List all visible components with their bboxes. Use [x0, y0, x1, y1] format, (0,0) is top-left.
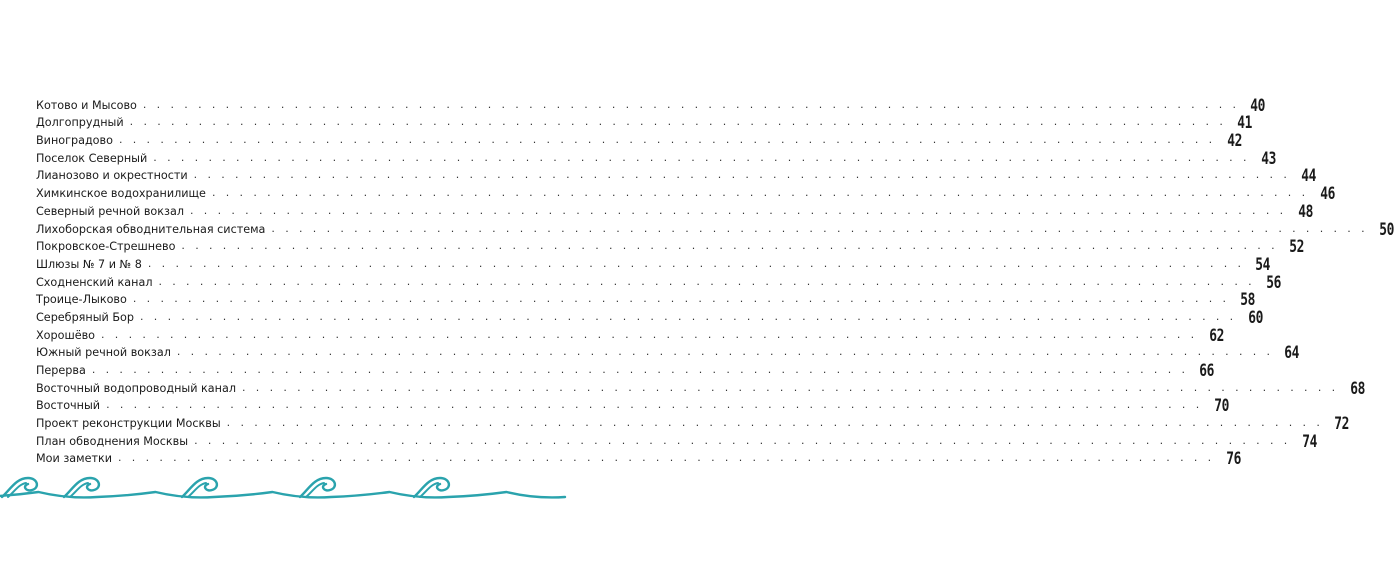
toc-entry [36, 219, 1394, 239]
wave-border-icon [0, 470, 470, 510]
toc-entry-page-number: 40 [1250, 95, 1266, 115]
toc-entry [36, 396, 1229, 416]
toc-entry-title: Восточный водопроводный канал [36, 381, 236, 395]
toc-dot-leader: . . . . . . . . . . . . . . . . . . . . . . . . . . . . . . . . . . . . . . . . . . . . . . . . . . . . . . . . . . . . . . . . . . . . . . . . . . . . . . . . [118, 451, 1215, 465]
toc-dot-leader: . . . . . . . . . . . . . . . . . . . . . . . . . . . . . . . . . . . . . . . . . . . . . . . . . . . . . . . . . . . . . . . . . . . . . . . . . . . . . . . . [181, 239, 1278, 253]
toc-entry-title: Поселок Северный [36, 151, 148, 165]
toc-entry [36, 113, 1253, 133]
toc-entry [36, 290, 1256, 310]
toc-entry [36, 184, 1335, 204]
toc-entry [36, 325, 1224, 345]
toc-dot-leader: . . . . . . . . . . . . . . . . . . . . . . . . . . . . . . . . . . . . . . . . . . . . . . . . . . . . . . . . . . . . . . . . . . . . . . . . . . . . . . . . [147, 256, 1245, 270]
toc-entry-title: Перерва [36, 364, 86, 377]
toc-dot-leader: . . . . . . . . . . . . . . . . . . . . . . . . . . . . . . . . . . . . . . . . . . . . . . . . . . . . . . . . . . . . . . . . . . . . . . . . . . . . . . . . [140, 309, 1237, 323]
toc-dot-leader: . . . . . . . . . . . . . . . . . . . . . . . . . . . . . . . . . . . . . . . . . . . . . . . . . . . . . . . . . . . . . . . . . . . . . . . . . . . . . . . . [106, 398, 1203, 412]
toc-dot-leader: . . . . . . . . . . . . . . . . . . . . . . . . . . . . . . . . . . . . . . . . . . . . . . . . . . . . . . . . . . . . . . . . . . . . . . . . . . . . . . . . [142, 97, 1240, 111]
toc-entry-title: Мои заметки [36, 452, 112, 466]
toc-dot-leader: . . . . . . . . . . . . . . . . . . . . . . . . . . . . . . . . . . . . . . . . . . . . . . . . . . . . . . . . . . . . . . . . . . . . . . . . . . . . . . . . [132, 292, 1230, 306]
toc-dot-leader: . . . . . . . . . . . . . . . . . . . . . . . . . . . . . . . . . . . . . . . . . . . . . . . . . . . . . . . . . . . . . . . . . . . . . . . . . . . . . . . . [129, 115, 1227, 129]
toc-dot-leader: . . . . . . . . . . . . . . . . . . . . . . . . . . . . . . . . . . . . . . . . . . . . . . . . . . . . . . . . . . . . . . . . . . . . . . . . . . . . . . . . [101, 327, 1198, 341]
toc-entry [36, 449, 1241, 469]
toc-entry [36, 254, 1271, 274]
toc-entry-title: Сходненский канал [36, 275, 153, 289]
toc-entry-title: Шлюзы № 7 и № 8 [36, 257, 142, 271]
toc-dot-leader: . . . . . . . . . . . . . . . . . . . . . . . . . . . . . . . . . . . . . . . . . . . . . . . . . . . . . . . . . . . . . . . . . . . . . . . . . . . . . . . . [194, 433, 1291, 447]
toc-entry [36, 131, 1242, 151]
toc-entry-page-number: 60 [1247, 307, 1263, 327]
toc-entry-title: Проект реконструкции Москвы [36, 417, 221, 431]
toc-dot-leader: . . . . . . . . . . . . . . . . . . . . . . . . . . . . . . . . . . . . . . . . . . . . . . . . . . . . . . . . . . . . . . . . . . . . . . . . . . . . . . . . [226, 416, 1324, 430]
toc-entry [36, 431, 1317, 451]
toc-entry-page-number: 52 [1289, 237, 1304, 257]
toc-entry-page-number: 56 [1266, 272, 1282, 292]
toc-entry [36, 272, 1282, 292]
table-of-contents [36, 95, 1394, 469]
toc-entry-title: Хорошёво [36, 328, 96, 342]
toc-entry-title: Котово и Мысово [36, 98, 137, 112]
toc-dot-leader: . . . . . . . . . . . . . . . . . . . . . . . . . . . . . . . . . . . . . . . . . . . . . . . . . . . . . . . . . . . . . . . . . . . . . . . . . . . . . . . . [193, 168, 1291, 182]
toc-entry-page-number: 68 [1349, 378, 1365, 398]
toc-dot-leader: . . . . . . . . . . . . . . . . . . . . . . . . . . . . . . . . . . . . . . . . . . . . . . . . . . . . . . . . . . . . . . . . . . . . . . . . . . . . . . . . [271, 221, 1368, 235]
toc-entry-page-number: 41 [1237, 113, 1253, 133]
toc-entry-page-number: 42 [1226, 131, 1242, 151]
toc-entry-page-number: 70 [1213, 396, 1229, 416]
toc-entry [36, 343, 1300, 363]
toc-entry-page-number: 54 [1255, 254, 1271, 274]
toc-dot-leader: . . . . . . . . . . . . . . . . . . . . . . . . . . . . . . . . . . . . . . . . . . . . . . . . . . . . . . . . . . . . . . . . . . . . . . . . . . . . . . . . [91, 363, 1189, 376]
toc-entry-page-number: 44 [1301, 166, 1317, 186]
toc-entry-page-number: 50 [1379, 219, 1394, 239]
toc-entry [36, 414, 1350, 434]
toc-entry-page-number: 62 [1208, 325, 1224, 345]
toc-entry-page-number: 76 [1225, 449, 1241, 469]
toc-entry-page-number: 72 [1334, 414, 1350, 434]
toc-entry-title: Химкинское водохранилище [36, 187, 206, 201]
toc-entry-page-number: 48 [1297, 201, 1313, 221]
toc-dot-leader: . . . . . . . . . . . . . . . . . . . . . . . . . . . . . . . . . . . . . . . . . . . . . . . . . . . . . . . . . . . . . . . . . . . . . . . . . . . . . . . . [241, 380, 1339, 394]
toc-dot-leader: . . . . . . . . . . . . . . . . . . . . . . . . . . . . . . . . . . . . . . . . . . . . . . . . . . . . . . . . . . . . . . . . . . . . . . . . . . . . . . . . [211, 186, 1309, 200]
toc-dot-leader: . . . . . . . . . . . . . . . . . . . . . . . . . . . . . . . . . . . . . . . . . . . . . . . . . . . . . . . . . . . . . . . . . . . . . . . . . . . . . . . . [176, 345, 1274, 359]
toc-entry [36, 307, 1263, 327]
toc-entry [36, 237, 1304, 257]
toc-dot-leader: . . . . . . . . . . . . . . . . . . . . . . . . . . . . . . . . . . . . . . . . . . . . . . . . . . . . . . . . . . . . . . . . . . . . . . . . . . . . . . . . [118, 133, 1216, 147]
toc-entry-title: Троице-Лыково [36, 293, 127, 307]
toc-entry [36, 95, 1266, 115]
toc-dot-leader: . . . . . . . . . . . . . . . . . . . . . . . . . . . . . . . . . . . . . . . . . . . . . . . . . . . . . . . . . . . . . . . . . . . . . . . . . . . . . . . . [153, 150, 1250, 164]
toc-entry-title: Серебряный Бор [36, 310, 135, 324]
toc-entry-title: Лианозово и окрестности [36, 169, 188, 183]
toc-entry-title: Восточный [36, 399, 101, 413]
toc-entry-title: Южный речной вокзал [36, 346, 171, 360]
toc-dot-leader: . . . . . . . . . . . . . . . . . . . . . . . . . . . . . . . . . . . . . . . . . . . . . . . . . . . . . . . . . . . . . . . . . . . . . . . . . . . . . . . . [158, 274, 1256, 288]
toc-entry-page-number: 43 [1261, 148, 1276, 168]
toc-entry-page-number: 64 [1284, 343, 1300, 363]
toc-entry-title: Покровское-Стрешнево [36, 240, 176, 254]
toc-entry-title: План обводнения Москвы [36, 434, 189, 448]
toc-entry [36, 378, 1365, 398]
toc-entry-page-number: 46 [1319, 184, 1335, 204]
toc-entry [36, 201, 1313, 221]
toc-entry [36, 166, 1317, 186]
toc-entry-page-number: 66 [1199, 361, 1215, 380]
toc-entry-page-number: 74 [1301, 431, 1317, 451]
toc-entry-title: Лихоборская обводнительная система [36, 222, 266, 236]
toc-entry [36, 361, 1215, 380]
toc-entry-page-number: 58 [1240, 290, 1256, 310]
toc-entry-title: Долгопрудный [36, 116, 124, 130]
toc-dot-leader: . . . . . . . . . . . . . . . . . . . . . . . . . . . . . . . . . . . . . . . . . . . . . . . . . . . . . . . . . . . . . . . . . . . . . . . . . . . . . . . . [189, 203, 1287, 217]
toc-entry [36, 148, 1276, 168]
toc-entry-title: Северный речной вокзал [36, 204, 184, 218]
toc-entry-title: Виноградово [36, 134, 113, 148]
